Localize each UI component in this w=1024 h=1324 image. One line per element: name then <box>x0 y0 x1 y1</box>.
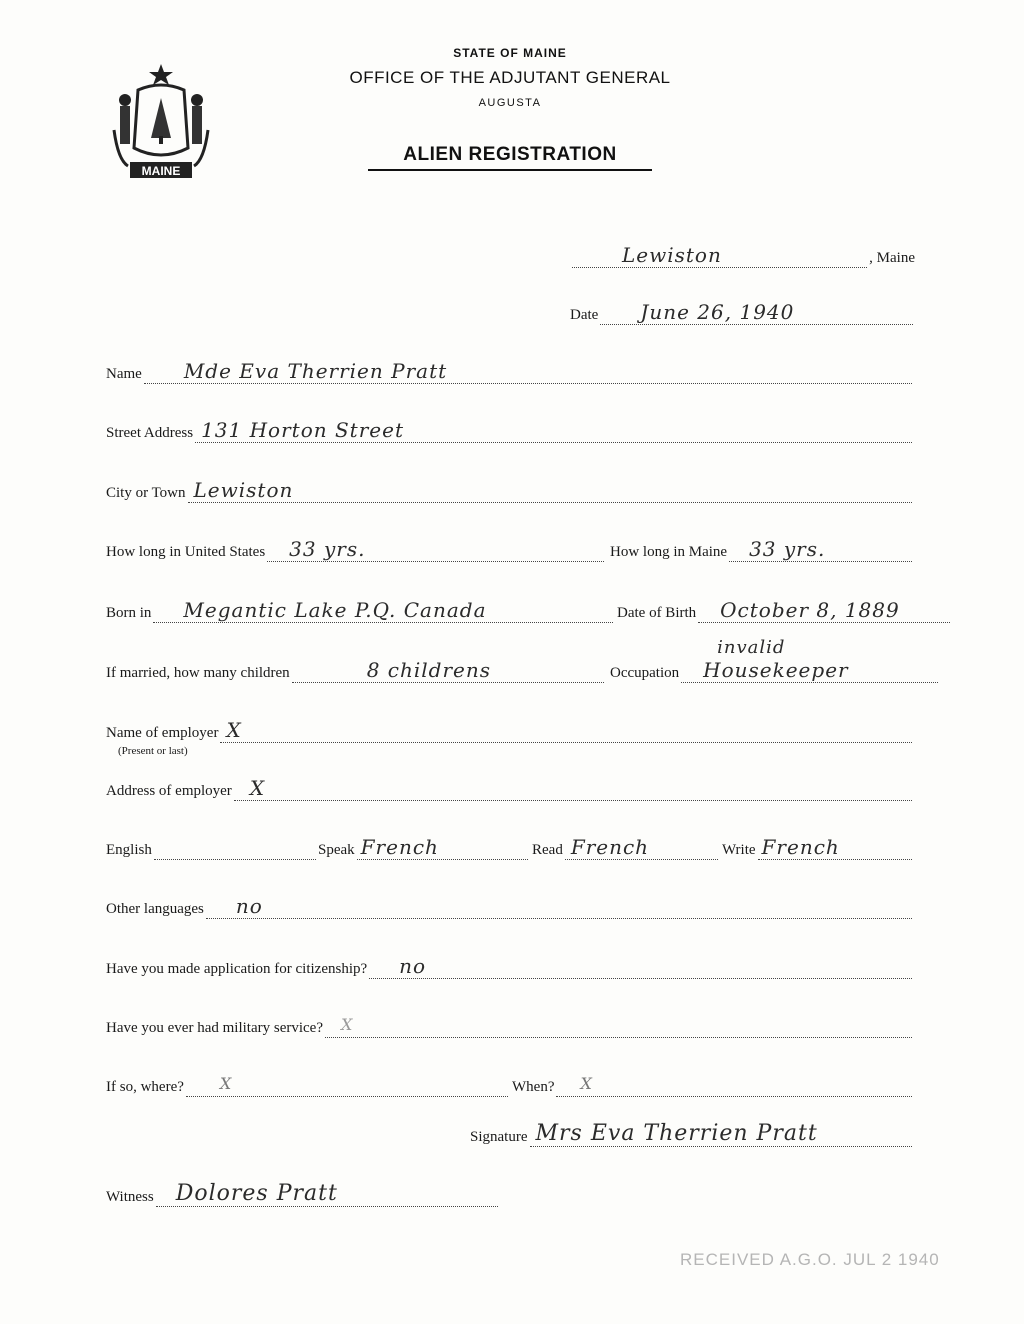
employer-name-field[interactable]: X <box>220 724 912 743</box>
date-of-birth-field[interactable]: October 8, 1889 <box>698 604 950 623</box>
city-row: City or Town Lewiston <box>106 483 914 503</box>
how-long-us-field[interactable]: 33 yrs. <box>267 543 604 562</box>
citizenship-row: Have you made application for citizenship? no <box>106 959 914 979</box>
speak-field[interactable]: French <box>357 841 528 860</box>
signature-field[interactable]: Mrs Eva Therrien Pratt <box>530 1128 913 1147</box>
date-row: Date June 26, 1940 <box>570 305 915 325</box>
street-field[interactable]: 131 Horton Street <box>195 424 912 443</box>
header-office: OFFICE OF THE ADJUTANT GENERAL <box>349 68 671 87</box>
english-row: English <box>106 840 318 860</box>
how-long-maine-field[interactable]: 33 yrs. <box>729 543 912 562</box>
children-field[interactable]: 8 childrens <box>292 664 604 683</box>
date-of-birth-row: Date of Birth October 8, 1889 <box>617 603 952 623</box>
other-languages-field[interactable]: no <box>206 900 912 919</box>
born-in-row: Born in Megantic Lake P.Q. Canada <box>106 603 615 623</box>
english-field[interactable] <box>154 841 316 860</box>
when-row: When? X <box>512 1077 914 1097</box>
header-city: AUGUSTA <box>478 97 542 109</box>
form-title: ALIEN REGISTRATION <box>368 144 652 171</box>
witness-row: Witness Dolores Pratt <box>106 1187 500 1207</box>
when-field[interactable]: X <box>556 1078 912 1097</box>
how-long-maine-row: How long in Maine 33 yrs. <box>610 542 914 562</box>
name-row: Name Mde Eva Therrien Pratt <box>106 364 914 384</box>
employer-name-sublabel: (Present or last) <box>118 745 188 757</box>
other-languages-row: Other languages no <box>106 899 914 919</box>
occupation-note: invalid <box>717 637 786 658</box>
employer-address-field[interactable]: X <box>234 782 912 801</box>
occupation-field[interactable]: invalid Housekeeper <box>681 664 938 683</box>
where-field[interactable]: X <box>186 1078 508 1097</box>
maine-state-seal-icon <box>108 60 214 185</box>
signature-row: Signature Mrs Eva Therrien Pratt <box>470 1127 914 1147</box>
employer-address-row: Address of employer X <box>106 781 914 801</box>
date-field[interactable]: June 26, 1940 <box>600 306 913 325</box>
write-row: Write French <box>722 840 914 860</box>
children-row: If married, how many children 8 childrens <box>106 663 606 683</box>
read-row: Read French <box>532 840 720 860</box>
military-row: Have you ever had military service? X <box>106 1018 914 1038</box>
read-field[interactable]: French <box>565 841 718 860</box>
citizenship-field[interactable]: no <box>369 960 912 979</box>
witness-field[interactable]: Dolores Pratt <box>156 1188 498 1207</box>
where-row: If so, where? X <box>106 1077 510 1097</box>
city-field[interactable]: Lewiston <box>188 484 912 503</box>
seal-banner-text: MAINE <box>141 164 181 178</box>
how-long-us-row: How long in United States 33 yrs. <box>106 542 606 562</box>
name-field[interactable]: Mde Eva Therrien Pratt <box>144 365 912 384</box>
speak-row: Speak French <box>318 840 530 860</box>
street-row: Street Address 131 Horton Street <box>106 423 914 443</box>
header-state: STATE OF MAINE <box>453 46 567 60</box>
occupation-row: Occupation invalid Housekeeper <box>610 663 940 683</box>
town-row: Lewiston , Maine <box>570 248 915 268</box>
military-field[interactable]: X <box>325 1019 912 1038</box>
employer-name-row: Name of employer (Present or last) X <box>106 723 914 743</box>
born-in-field[interactable]: Megantic Lake P.Q. Canada <box>153 604 613 623</box>
write-field[interactable]: French <box>758 841 912 860</box>
received-stamp: RECEIVED A.G.O. JUL 2 1940 <box>680 1250 940 1269</box>
town-field[interactable]: Lewiston <box>572 249 867 268</box>
